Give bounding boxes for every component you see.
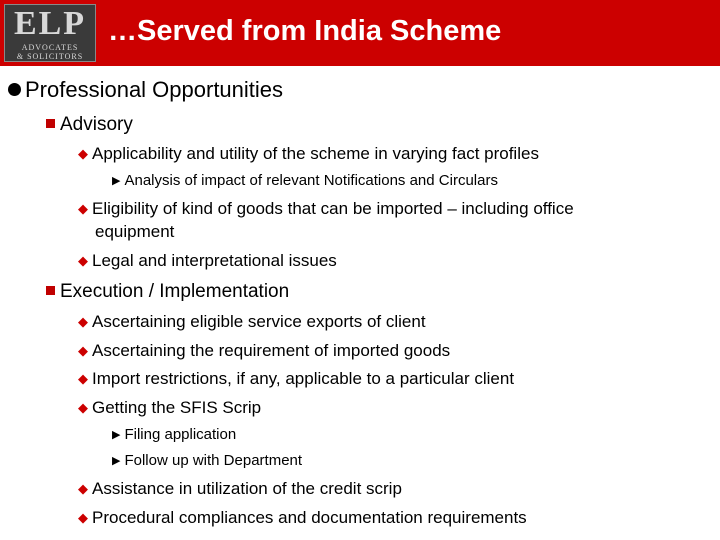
logo-mark: ELP [13, 5, 87, 42]
list-item [78, 340, 450, 362]
list-item-continuation [95, 221, 174, 243]
list-item [78, 507, 527, 529]
heading-item [8, 79, 283, 101]
list-item [78, 311, 426, 333]
list-item [78, 250, 337, 272]
triangle-bullet-icon: ▶ [112, 429, 121, 441]
diamond-bullet-icon: ◆ [78, 510, 88, 525]
diamond-bullet-icon: ◆ [78, 146, 88, 161]
diamond-bullet-icon: ◆ [78, 400, 88, 415]
sub-list-item [112, 451, 302, 471]
heading-text: Professional Opportunities [25, 77, 284, 102]
diamond-bullet-icon: ◆ [78, 343, 88, 358]
square-bullet-icon [46, 119, 55, 128]
list-item-text: Eligibility of kind of goods that can be imported – including office [92, 199, 574, 218]
sub-list-item-text: Analysis of impact of relevant Notifications and Circulars [124, 172, 498, 189]
list-item-text: Assistance in utilization of the credit scrip [92, 479, 402, 498]
sub-list-item-text: Follow up with Department [124, 452, 303, 469]
logo-subtitle-2: & SOLICITORS [16, 52, 84, 61]
sub-list-item [112, 171, 498, 191]
diamond-bullet-icon: ◆ [78, 253, 88, 268]
diamond-bullet-icon: ◆ [78, 481, 88, 496]
logo-subtitle-1: ADVOCATES [21, 43, 79, 52]
execution-item [46, 281, 289, 303]
list-item [78, 368, 514, 390]
elp-logo [4, 4, 96, 62]
sub-list-item [112, 425, 236, 445]
diamond-bullet-icon: ◆ [78, 314, 88, 329]
list-item-text: Import restrictions, if any, applicable to a particular client [92, 369, 515, 388]
list-item-text: Ascertaining eligible service exports of client [92, 312, 426, 331]
list-item-text: Applicability and utility of the scheme in varying fact profiles [92, 144, 539, 163]
triangle-bullet-icon: ▶ [112, 455, 121, 467]
slide-title: …Served from India Scheme [108, 15, 502, 47]
list-item [78, 397, 261, 419]
diamond-bullet-icon: ◆ [78, 201, 88, 216]
filled-circle-icon [8, 83, 21, 96]
triangle-bullet-icon: ▶ [112, 175, 121, 187]
header-bar [0, 0, 720, 66]
list-item-text: Procedural compliances and documentation requirements [92, 508, 527, 527]
diamond-bullet-icon: ◆ [78, 371, 88, 386]
advisory-item [46, 114, 133, 136]
list-item-text: Ascertaining the requirement of imported goods [92, 341, 451, 360]
list-item [78, 198, 574, 220]
list-item-text: Legal and interpretational issues [92, 251, 337, 270]
list-item [78, 143, 539, 165]
square-bullet-icon [46, 286, 55, 295]
execution-label: Execution / Implementation [60, 281, 290, 302]
list-item-text: equipment [95, 222, 175, 241]
sub-list-item-text: Filing application [124, 426, 237, 443]
list-item-text: Getting the SFIS Scrip [92, 398, 262, 417]
advisory-label: Advisory [60, 114, 133, 135]
list-item [78, 478, 402, 500]
